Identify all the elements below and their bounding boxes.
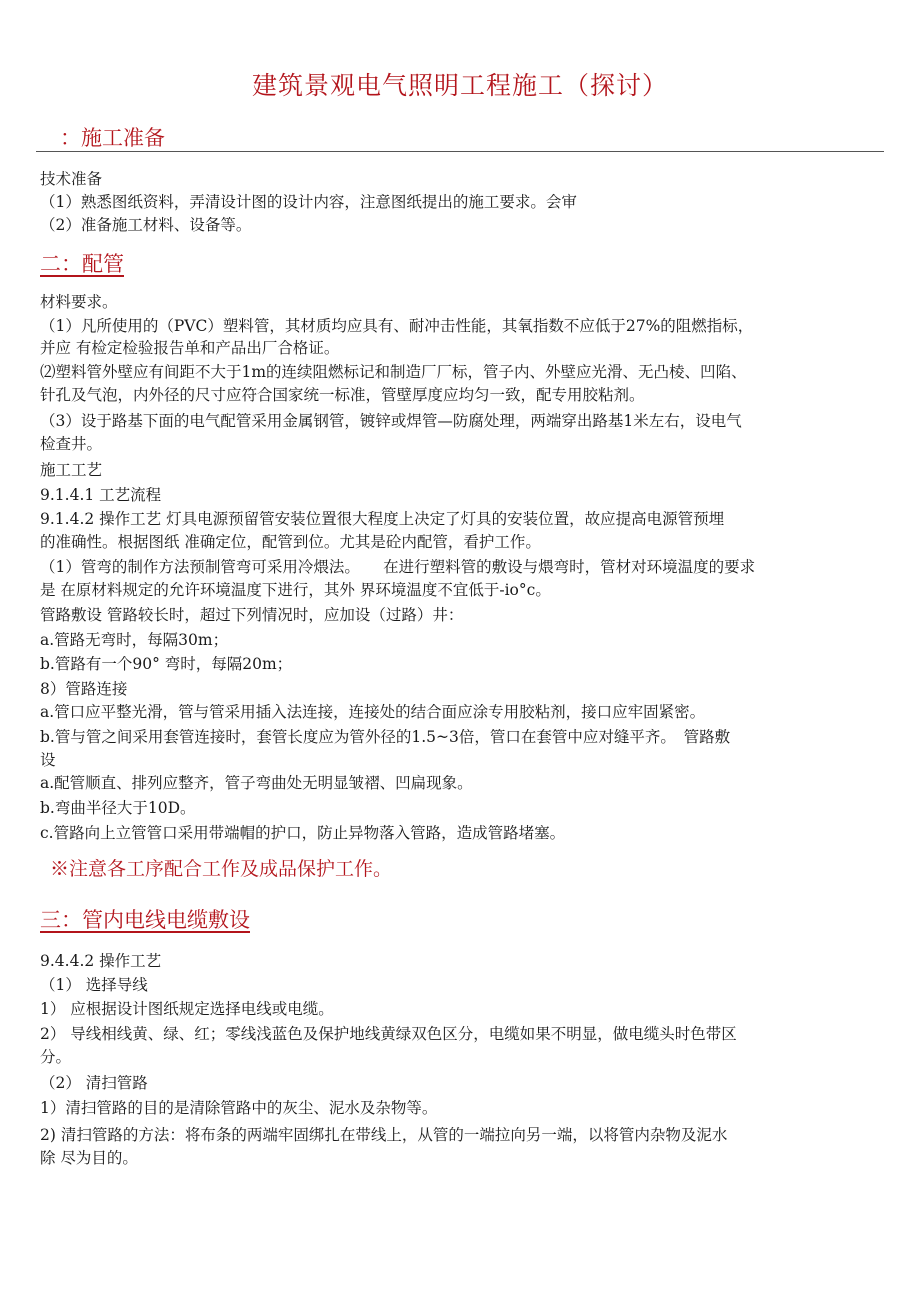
- text-line: （2） 清扫管路: [40, 1074, 148, 1092]
- text-line: 8）管路连接: [40, 680, 128, 698]
- text-line: a.配管顺直、排列应整齐，管子弯曲处无明显皱褶、凹扁现象。: [40, 774, 473, 792]
- text-line: 9.4.4.2 操作工艺: [40, 952, 162, 970]
- text-line: 2) 清扫管路的方法：将布条的两端牢固绑扎在带线上，从管的一端拉向另一端，以将管内杂物及泥水: [40, 1126, 728, 1144]
- text-line: （1）熟悉图纸资料，弄清设计图的设计内容，注意图纸提出的施工要求。会审: [40, 193, 577, 211]
- text-line: 1）清扫管路的目的是清除管路中的灰尘、泥水及杂物等。: [40, 1099, 438, 1117]
- text-line: 是 在原材料规定的允许环境温度下进行，其外 界环境温度不宜低于-io°c。: [40, 581, 551, 599]
- text-line: 设: [40, 751, 56, 769]
- section-heading-piping: 二：配管: [40, 252, 124, 276]
- text-line: 施工工艺: [40, 461, 103, 479]
- text-line: 分。: [40, 1048, 72, 1066]
- section-heading-wiring: 三：管内电线电缆敷设: [40, 908, 250, 932]
- text-line: ⑵塑料管外壁应有间距不大于1m的连续阻燃标记和制造厂厂标，管子内、外壁应光滑、无凸棱、凹陷、: [40, 363, 747, 381]
- text-line: （1）管弯的制作方法预制管弯可采用冷煨法。 在进行塑料管的敷设与煨弯时，管材对环境温度的要求: [40, 558, 756, 576]
- text-line: 9.1.4.1 工艺流程: [40, 486, 162, 504]
- text-line: （1） 选择导线: [40, 976, 148, 994]
- text-line: a.管口应平整光滑，管与管采用插入法连接，连接处的结合面应涂专用胶粘剂，接口应牢固紧密。: [40, 703, 706, 721]
- text-line: a.管路无弯时，每隔30m；: [40, 631, 229, 649]
- text-line: （1）凡所使用的（PVC）塑料管，其材质均应具有、耐冲击性能，其氧指数不应低于27%的阻燃指标，: [40, 317, 754, 335]
- text-line: b.弯曲半径大于10D。: [40, 799, 196, 817]
- text-line: 检查井。: [40, 435, 103, 453]
- text-line: 1） 应根据设计图纸规定选择电线或电缆。: [40, 1000, 334, 1018]
- text-line: 除 尽为目的。: [40, 1149, 138, 1167]
- text-line: 管路敷设 管路较长时，超过下列情况时，应加设（过路）井：: [40, 606, 464, 624]
- text-line: （3）设于路基下面的电气配管采用金属钢管，镀锌或焊管—防腐处理，两端穿出路基1米左右，设电气: [40, 412, 742, 430]
- text-line: 针孔及气泡，内外径的尺寸应符合国家统一标准，管壁厚度应均匀一致，配专用胶粘剂。: [40, 386, 645, 404]
- section-heading-preparation: ：施工准备: [60, 126, 165, 150]
- document-title: 建筑景观电气照明工程施工（探讨）: [251, 71, 668, 100]
- heading-divider: [36, 151, 884, 152]
- text-line: （2）准备施工材料、设备等。: [40, 216, 252, 234]
- text-line: 技术准备: [40, 170, 103, 188]
- text-line: 的准确性。根据图纸 准确定位，配管到位。尤其是砼内配管，看护工作。: [40, 533, 541, 551]
- text-line: 2） 导线相线黄、绿、红；零线浅蓝色及保护地线黄绿双色区分，电缆如果不明显，做电缆头时色带区: [40, 1025, 737, 1043]
- text-line: 材料要求。: [40, 293, 118, 311]
- text-line: b.管路有一个90° 弯时，每隔20m；: [40, 655, 293, 673]
- warning-note: ※注意各工序配合工作及成品保护工作。: [50, 858, 393, 880]
- text-line: 9.1.4.2 操作工艺 灯具电源预留管安装位置很大程度上决定了灯具的安装位置，故应提高电源管预埋: [40, 510, 725, 528]
- text-line: b.管与管之间采用套管连接时，套管长度应为管外径的1.5~3倍，管口在套管中应对缝平齐。 管路敷: [40, 728, 731, 746]
- text-line: 并应 有检定检验报告单和产品出厂合格证。: [40, 339, 340, 357]
- text-line: c.管路向上立管管口采用带端帽的护口，防止异物落入管路，造成管路堵塞。: [40, 824, 566, 842]
